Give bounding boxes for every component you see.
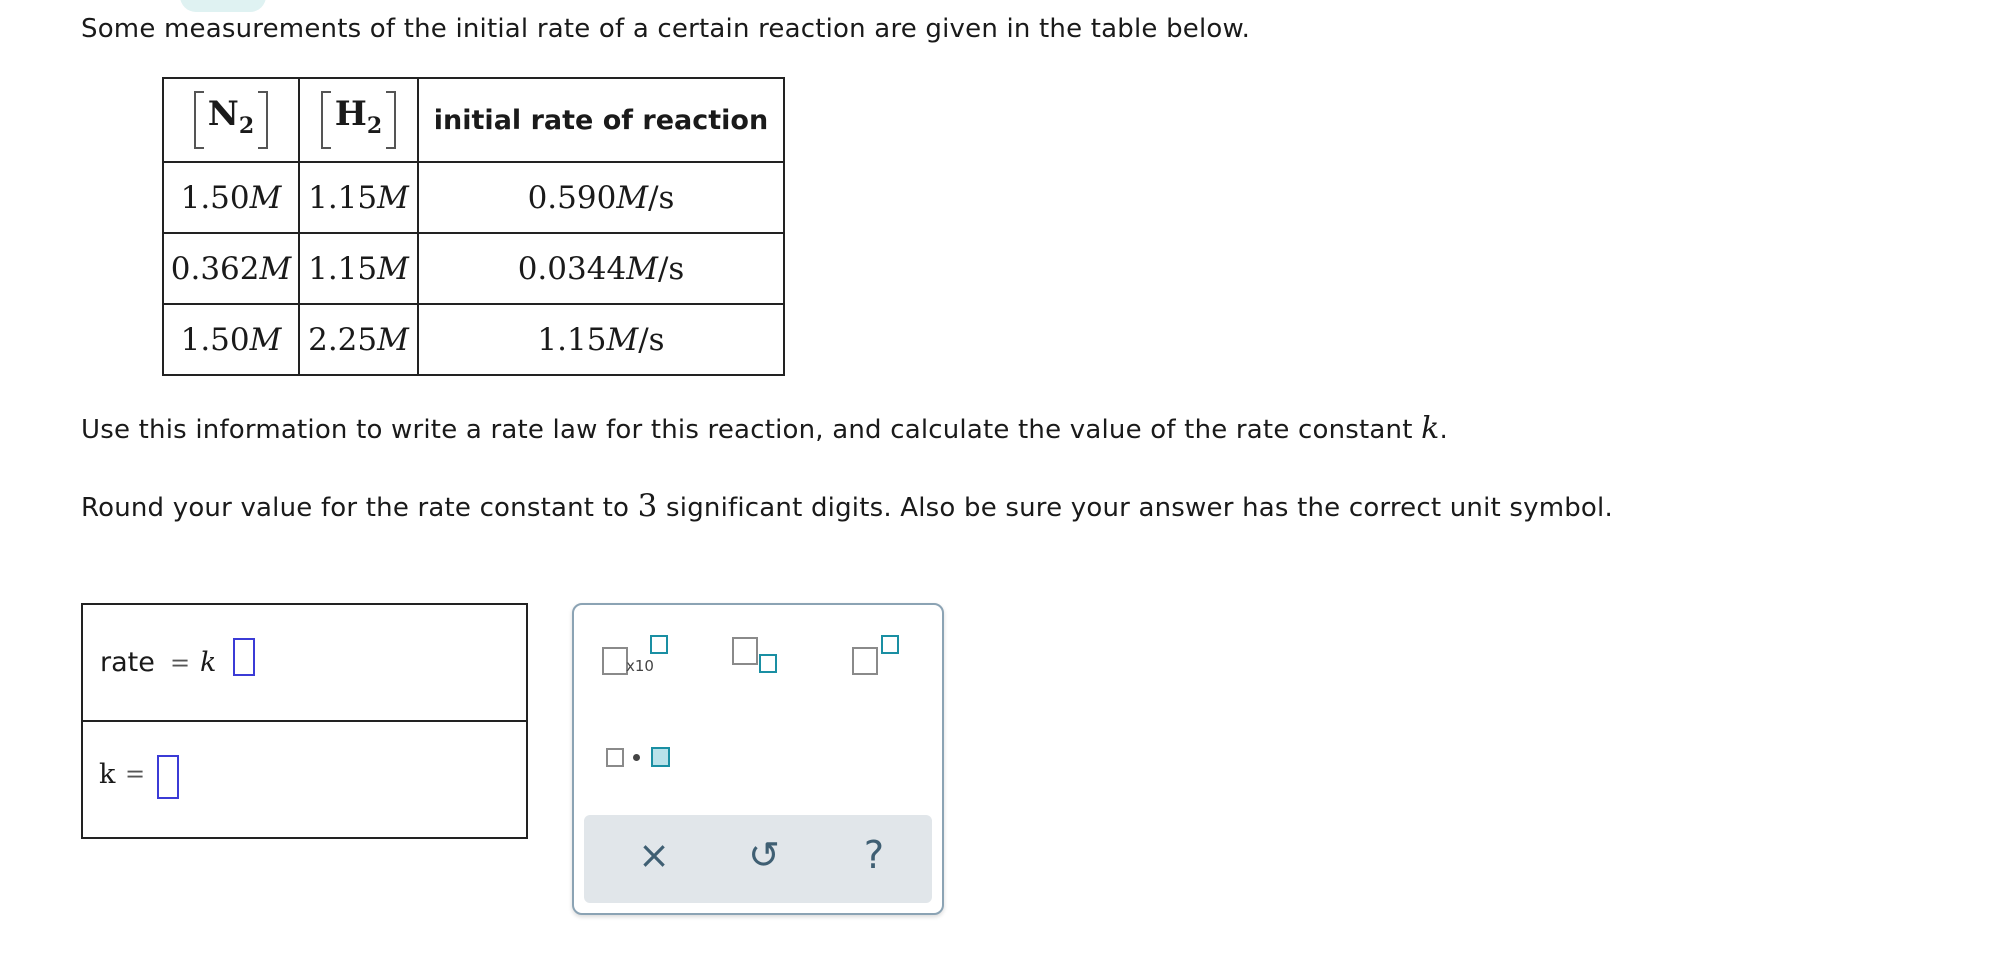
rate-data-table bbox=[162, 77, 785, 376]
equals-sign: = bbox=[170, 649, 191, 677]
k-value-row bbox=[83, 721, 526, 836]
rounding-text: Round your value for the rate constant to 3 significant digits. Also be sure your answer has the correct unit symbol. bbox=[81, 488, 1613, 524]
superscript-box-icon bbox=[881, 635, 899, 654]
undo-icon[interactable]: ↺ bbox=[748, 833, 780, 877]
rate-law-row bbox=[83, 605, 526, 722]
k-value-input[interactable] bbox=[157, 755, 179, 799]
base-box-icon bbox=[732, 637, 758, 665]
rate-law-input[interactable] bbox=[233, 638, 255, 676]
table-row bbox=[163, 162, 784, 233]
rate-constant-symbol: k bbox=[1421, 411, 1440, 446]
cell-n2: 0.362M bbox=[163, 233, 299, 304]
cell-h2: 1.15M bbox=[299, 162, 418, 233]
cell-rate: 0.590M/s bbox=[418, 162, 784, 233]
cell-rate: 0.0344M/s bbox=[418, 233, 784, 304]
right-box-icon bbox=[651, 747, 670, 767]
math-toolbar bbox=[572, 603, 944, 915]
sig-digits-number: 3 bbox=[637, 488, 658, 524]
table-header-row bbox=[163, 78, 784, 162]
instruction-text: Use this information to write a rate law for this reaction, and calculate the value of the rate constant k. bbox=[81, 411, 1448, 446]
answer-box bbox=[81, 603, 528, 839]
k-label: k bbox=[99, 759, 116, 790]
superscript-button[interactable] bbox=[852, 635, 904, 679]
top-tab-nub bbox=[180, 0, 266, 12]
base-box-icon bbox=[602, 647, 628, 675]
k-symbol: k bbox=[200, 647, 217, 678]
cell-n2: 1.50M bbox=[163, 304, 299, 375]
help-icon[interactable]: ? bbox=[863, 833, 885, 877]
cell-rate: 1.15M/s bbox=[418, 304, 784, 375]
header-initial-rate: initial rate of reaction bbox=[418, 78, 784, 162]
rate-label: rate bbox=[100, 647, 155, 678]
clear-icon[interactable]: × bbox=[638, 833, 670, 877]
header-n2: $N_2$ bbox=[163, 78, 299, 162]
scientific-notation-button[interactable] bbox=[602, 635, 678, 679]
equals-sign: = bbox=[125, 760, 146, 788]
header-h2: $H_2$ bbox=[299, 78, 418, 162]
exponent-box-icon bbox=[650, 635, 668, 654]
base-box-icon bbox=[852, 647, 878, 675]
intro-text: Some measurements of the initial rate of a certain reaction are given in the table below. bbox=[81, 14, 1251, 44]
subscript-button[interactable] bbox=[732, 637, 784, 681]
multiply-dot-button[interactable] bbox=[606, 745, 670, 773]
action-bar bbox=[584, 815, 932, 903]
x10-label: x10 bbox=[626, 657, 654, 675]
dot-icon bbox=[633, 754, 640, 761]
table-row bbox=[163, 304, 784, 375]
cell-h2: 1.15M bbox=[299, 233, 418, 304]
table-row bbox=[163, 233, 784, 304]
left-box-icon bbox=[606, 748, 624, 767]
cell-h2: 2.25M bbox=[299, 304, 418, 375]
subscript-box-icon bbox=[759, 654, 777, 673]
cell-n2: 1.50M bbox=[163, 162, 299, 233]
